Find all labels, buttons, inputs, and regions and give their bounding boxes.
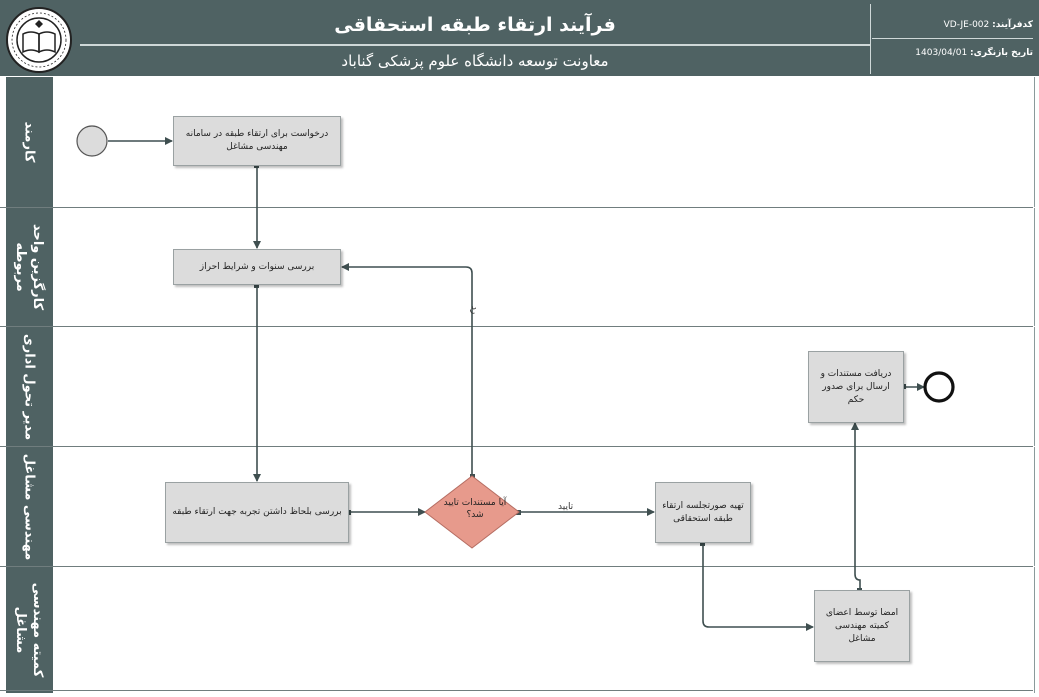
task-prepare-minutes[interactable]: تهیه صورتجلسه ارتقاء طبقه استحقاقی — [655, 482, 751, 543]
flow-decision-reject — [342, 267, 472, 475]
lane-label-job-engineering: مهندسی مشاغل — [6, 447, 52, 566]
lane-label-job-engineering-committee: کمیته مهندسی مشاغل — [6, 567, 52, 693]
end-event-icon — [925, 373, 953, 401]
lane-label-employee: کارمند — [6, 77, 52, 207]
task-request-promotion[interactable]: درخواست برای ارتقاء طبقه در سامانه مهندسی مشاغل — [173, 116, 341, 166]
decision-label: آیا مستندات تایید شد؟ — [443, 498, 507, 520]
task-receive-documents[interactable]: دریافت مستندات و ارسال برای صدور حکم — [808, 351, 904, 423]
task-review-years[interactable]: بررسی سنوات و شرایط احراز — [173, 249, 341, 285]
flow-committee-to-receive — [855, 423, 860, 590]
approve-edge-label: تایید — [558, 502, 574, 512]
lane-label-admin-transformation-manager: مدیر تحول اداری — [6, 327, 52, 446]
revision-date-value: 1403/04/01 — [915, 48, 968, 58]
diagram-title: فرآیند ارتقاء طبقه استحقاقی — [334, 14, 616, 36]
lane-label-unit-personnel: کارگزین واحد مربوطه — [6, 208, 52, 326]
revision-date-label: تاریخ بازنگری: — [970, 48, 1033, 58]
process-code-label: کدفرآیند: — [992, 20, 1033, 30]
start-event-icon — [77, 126, 107, 156]
diagram-subtitle: معاونت توسعه دانشگاه علوم پزشکی گناباد — [341, 52, 609, 70]
process-code-value: VD-JE-002 — [943, 20, 990, 30]
task-committee-sign[interactable]: امضا توسط اعضای کمیته مهندسی مشاغل — [814, 590, 910, 662]
flow-prepare-to-committee — [703, 543, 813, 627]
reject-edge-label: رد — [469, 305, 480, 315]
task-review-experience[interactable]: بررسی بلحاظ داشتن تجربه جهت ارتقاء طبقه — [165, 482, 349, 543]
